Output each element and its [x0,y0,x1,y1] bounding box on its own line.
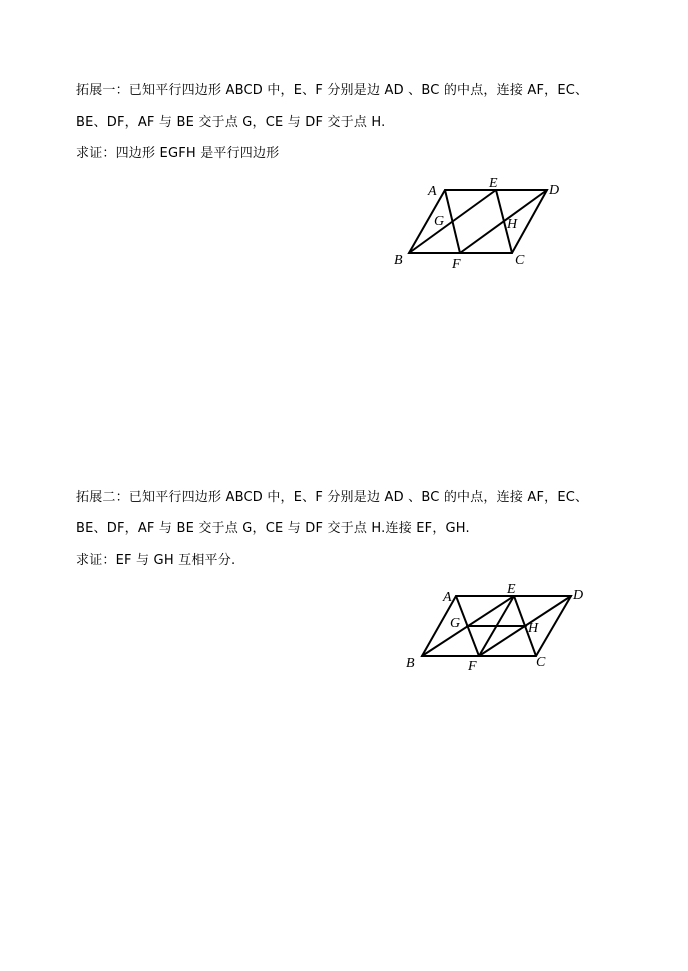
label-h: H [507,217,518,232]
label-h: H [528,621,539,636]
label-g: G [450,616,461,631]
label-b: B [406,656,415,671]
label-e: E [489,176,498,191]
figure-parallelogram-2 [400,578,600,678]
label-d: D [573,588,584,603]
problem2-line3: 求证：EF 与 GH 互相平分. [76,553,236,568]
label-e: E [507,582,516,597]
problem2-line1: 拓展二：已知平行四边形 ABCD 中，E、F 分别是边 AD 、BC 的中点，连接 AF，EC、 [76,490,589,505]
problem2-line2: BE、DF，AF 与 BE 交于点 G，CE 与 DF 交于点 H.连接 EF，GH. [76,521,470,536]
label-g: G [434,214,445,229]
label-a: A [428,184,437,199]
label-d: D [549,183,560,198]
label-f: F [468,659,477,674]
problem1-line1: 拓展一：已知平行四边形 ABCD 中，E、F 分别是边 AD 、BC 的中点，连接 AF，EC、 [76,83,589,98]
segment-df [460,190,547,253]
problem1-line2: BE、DF，AF 与 BE 交于点 G，CE 与 DF 交于点 H. [76,115,386,130]
parallelogram-abcd [409,190,547,253]
figure-parallelogram-1 [390,175,570,275]
problem1-line3: 求证：四边形 EGFH 是平行四边形 [76,146,280,161]
label-f: F [452,257,461,272]
label-c: C [515,253,525,268]
label-b: B [394,253,403,268]
label-c: C [536,655,546,670]
label-a: A [443,590,452,605]
segment-be [409,190,496,253]
